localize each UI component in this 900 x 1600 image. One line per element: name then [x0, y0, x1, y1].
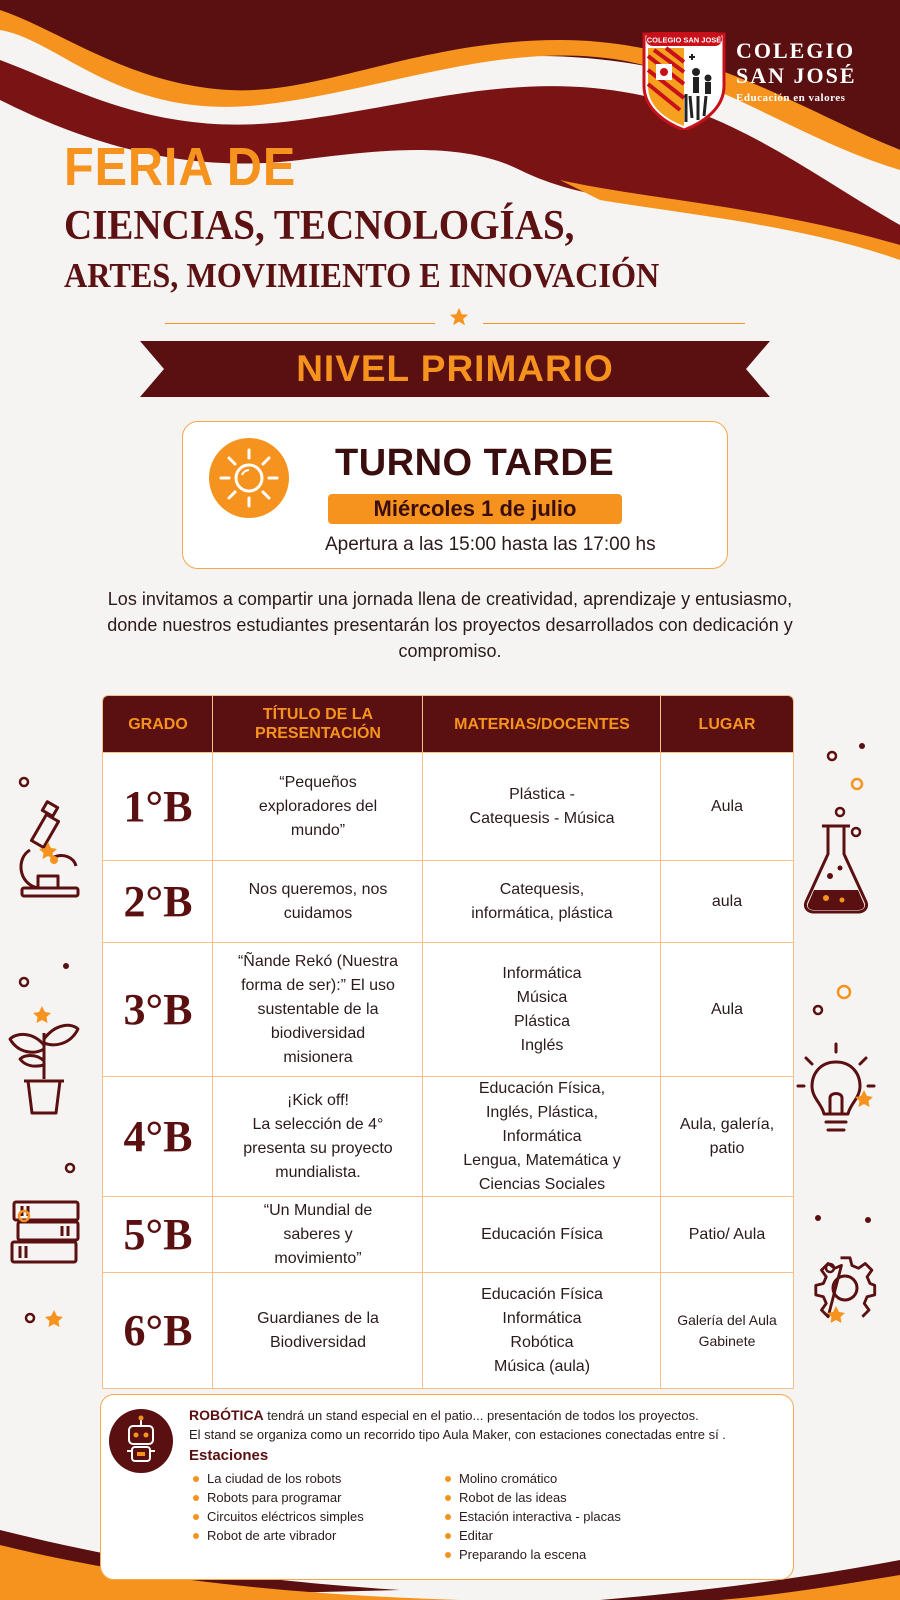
subjects-cell: Plástica - Catequesis - Música: [469, 786, 615, 827]
sun-icon: [209, 438, 289, 518]
turno-date: Miércoles 1 de julio: [328, 494, 622, 524]
list-item: Estación interactiva - placas: [441, 1507, 621, 1526]
divider-right: [483, 323, 745, 324]
logo-badge-text: COLEGIO SAN JOSÉ: [646, 35, 722, 45]
subjects-cell: Catequesis, informática, plástica: [471, 881, 613, 922]
place-cell: aula: [711, 893, 743, 910]
shield-logo-icon: [640, 26, 728, 130]
robotics-keyword: ROBÓTICA: [189, 1407, 264, 1423]
stations-list-right: [441, 1469, 621, 1564]
schedule-box: [182, 421, 728, 569]
title-line3: ARTES, MOVIMIENTO E INNOVACIÓN: [64, 256, 660, 295]
grade-cell: 5°B: [123, 1210, 193, 1259]
title-cell: Nos queremos, nos cuidamos: [248, 881, 388, 922]
robotics-line1: [189, 1407, 699, 1423]
title-cell: “Pequeños exploradores del mundo”: [258, 774, 378, 839]
logo-name-line1: COLEGIO: [736, 38, 856, 63]
decorative-dots: [0, 720, 900, 1360]
place-cell: Patio/ Aula: [688, 1226, 766, 1243]
grade-cell: 1°B: [123, 782, 193, 831]
header-place: LUGAR: [698, 715, 756, 733]
subjects-cell: Educación Física: [481, 1226, 603, 1243]
divider-left: [165, 323, 435, 324]
logo-text: [736, 38, 857, 104]
header-grade: GRADO: [128, 715, 188, 733]
title-cell: “Ñande Rekó (Nuestra forma de ser):” El uso sustentable de la biodiversidad misionera: [237, 953, 399, 1066]
level-banner: [140, 337, 770, 401]
list-item: Circuitos eléctricos simples: [189, 1507, 364, 1526]
grade-cell: 6°B: [123, 1306, 193, 1355]
stations-title: Estaciones: [189, 1447, 269, 1464]
stations-list-left: [189, 1469, 364, 1545]
place-cell: Aula, galería, patio: [679, 1116, 775, 1157]
title-line2: CIENCIAS, TECNOLOGÍAS,: [64, 203, 575, 249]
list-item: La ciudad de los robots: [189, 1469, 364, 1488]
subjects-cell: Educación Física Informática Robótica Música (aula): [481, 1286, 603, 1375]
robot-icon: [109, 1409, 173, 1473]
list-item: Robot de arte vibrador: [189, 1526, 364, 1545]
grade-cell: 2°B: [123, 877, 193, 926]
list-item: Editar: [441, 1526, 621, 1545]
list-item: Robots para programar: [189, 1488, 364, 1507]
school-logo: [640, 24, 880, 134]
place-cell: Galería del Aula Gabinete: [677, 1312, 777, 1349]
title-cell: “Un Mundial de saberes y movimiento”: [263, 1202, 373, 1267]
star-icon: [448, 306, 470, 328]
header-subjects: MATERIAS/DOCENTES: [454, 715, 630, 733]
grade-cell: 3°B: [123, 985, 193, 1034]
place-cell: Aula: [710, 798, 744, 815]
logo-name-line2: SAN JOSÉ: [736, 63, 857, 88]
logo-tagline: Educación en valores: [736, 92, 846, 104]
place-cell: Aula: [710, 1001, 744, 1018]
robotics-box: [100, 1394, 794, 1580]
list-item: Preparando la escena: [441, 1545, 621, 1564]
title-cell: ¡Kick off! La selección de 4° presenta su proyecto mundialista.: [243, 1092, 393, 1181]
turno-hours: Apertura a las 15:00 hasta las 17:00 hs: [325, 534, 656, 555]
turno-title: TURNO TARDE: [335, 442, 615, 484]
list-item: Molino cromático: [441, 1469, 621, 1488]
grade-cell: 4°B: [123, 1112, 193, 1161]
banner-text: NIVEL PRIMARIO: [296, 348, 614, 389]
subjects-cell: Educación Física, Inglés, Plástica, Informática Lengua, Matemática y Ciencias Sociales: [463, 1080, 621, 1193]
title-line1: FERIA DE: [64, 137, 297, 197]
robotics-line1-rest: tendrá un stand especial en el patio... presentación de todos los proyectos.: [263, 1408, 699, 1423]
header-title: TÍTULO DE LA PRESENTACIÓN: [255, 706, 381, 742]
title-cell: Guardianes de la Biodiversidad: [257, 1310, 379, 1351]
robotics-line2: El stand se organiza como un recorrido tipo Aula Maker, con estaciones conectadas entre sí .: [189, 1427, 726, 1442]
list-item: Robot de las ideas: [441, 1488, 621, 1507]
intro-paragraph: Los invitamos a compartir una jornada llena de creatividad, aprendizaje y entusiasmo, donde nuestros estudiantes presentarán los proyectos desarrollados con dedicación y compromiso.: [107, 589, 793, 661]
subjects-cell: Informática Música Plástica Inglés: [502, 965, 582, 1054]
